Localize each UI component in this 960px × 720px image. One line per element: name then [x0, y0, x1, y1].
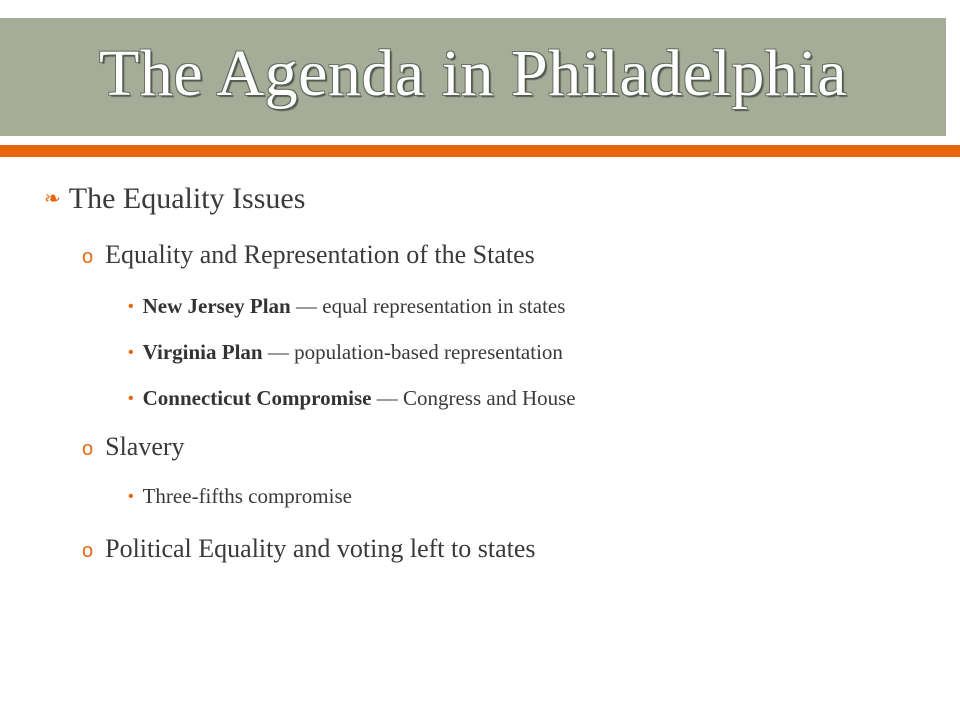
- list-item-political-equality: [82, 534, 536, 564]
- dot-icon: •: [128, 298, 134, 315]
- sub-item-three-fifths: [128, 484, 352, 509]
- item-label: Slavery: [105, 432, 185, 461]
- sub-item-rest: — population-based representation: [262, 340, 563, 364]
- dot-icon: •: [128, 344, 134, 361]
- list-item-equality: [82, 240, 535, 270]
- slide-title: The Agenda in Philadelphia: [99, 37, 847, 110]
- circle-o-icon: o: [82, 540, 94, 562]
- sub-item-bold: New Jersey Plan: [142, 294, 291, 318]
- bullet-heading: [44, 182, 305, 216]
- dot-icon: •: [128, 488, 134, 505]
- sub-item-bold: Virginia Plan: [142, 340, 263, 364]
- item-label: Political Equality and voting left to states: [105, 534, 536, 563]
- sub-item-rest: — equal representation in states: [290, 294, 566, 318]
- circle-o-icon: o: [82, 438, 94, 460]
- item-label: Equality and Representation of the States: [105, 240, 535, 269]
- accent-divider: [0, 145, 960, 157]
- sub-item-virginia: [128, 340, 563, 365]
- sub-item-connecticut: [128, 386, 576, 411]
- sub-item-new-jersey: [128, 294, 565, 319]
- heading-text: The Equality Issues: [68, 182, 306, 215]
- sub-item-rest: — Congress and House: [371, 386, 576, 410]
- sub-item-bold: Connecticut Compromise: [142, 386, 372, 410]
- dot-icon: •: [128, 390, 134, 407]
- circle-o-icon: o: [82, 246, 94, 268]
- flourish-icon: ❧: [44, 188, 61, 210]
- sub-item-rest: Three-fifths compromise: [142, 484, 352, 508]
- title-band: [0, 18, 946, 136]
- list-item-slavery: [82, 432, 185, 462]
